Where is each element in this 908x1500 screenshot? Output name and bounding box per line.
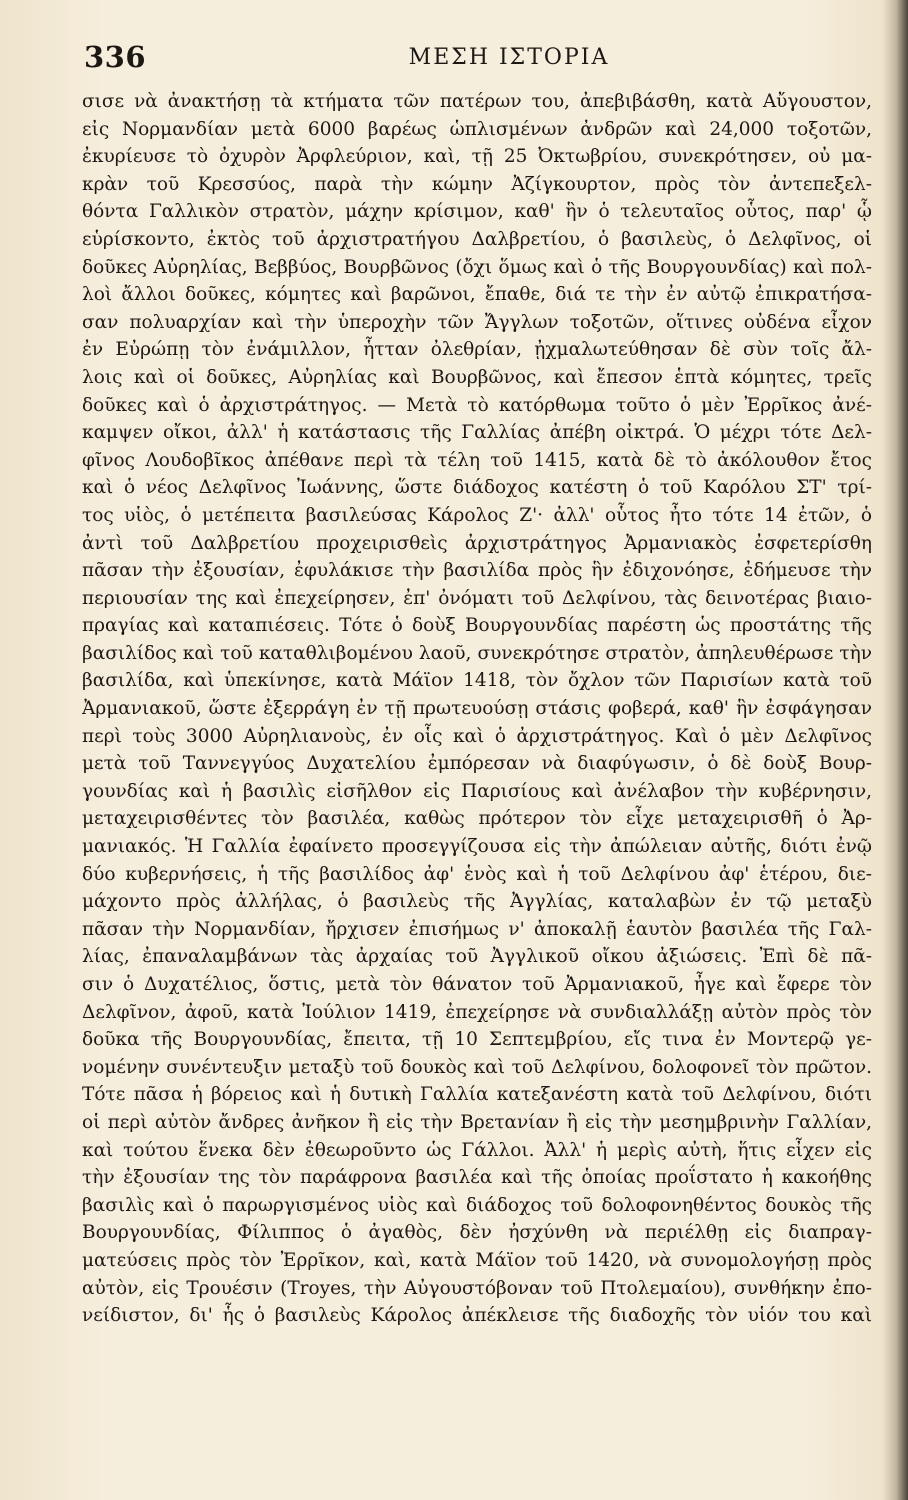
text-line: εἰς Νορμανδίαν μετὰ 6000 βαρέως ὡπλισμένων ἀνδρῶν καὶ 24,000 τοξοτῶν,: [82, 118, 872, 140]
text-line: δοῦκες καὶ ὁ ἀρχιστράτηγος. — Μετὰ τὸ κατόρθωμα τοῦτο ὁ μὲν Ἐρρῖκος ἀνέ-: [82, 394, 872, 416]
text-line: ἐν Εὐρώπῃ τὸν ἐνάμιλλον, ἧτταν ὀλεθρίαν, ᾐχμαλωτεύθησαν δὲ σὺν τοῖς ἄλ-: [82, 339, 872, 361]
text-line: τος υἱὸς, ὁ μετέπειτα βασιλεύσας Κάρολος Ζ'· ἀλλ' οὗτος ἦτο τότε 14 ἐτῶν, ὁ: [82, 504, 872, 526]
text-line: ἐκυρίευσε τὸ ὀχυρὸν Ἀρφλεύριον, καὶ, τῇ 25 Ὀκτωβρίου, συνεκρότησεν, οὐ μα-: [82, 146, 872, 168]
text-line: τὴν ἐξουσίαν της τὸν παράφρονα βασιλέα καὶ τῆς ὁποίας προΐστατο ἡ κακοήθης: [82, 1167, 872, 1189]
text-line: Δελφῖνον, ἀφοῦ, κατὰ Ἰούλιον 1419, ἐπεχείρησε νὰ συνδιαλλάξῃ αὐτὸν πρὸς τὸν: [82, 1001, 872, 1023]
text-line: ἀντὶ τοῦ Δαλβρετίου προχειρισθεὶς ἀρχιστράτηγος Ἀρμανιακὸς ἐσφετερίσθη: [82, 532, 872, 554]
text-line: περὶ τοὺς 3000 Αὐρηλιανοὺς, ἐν οἷς καὶ ὁ ἀρχιστράτηγος. Καὶ ὁ μὲν Δελφῖνος: [82, 725, 872, 747]
text-line: σισε νὰ ἀνακτήσῃ τὰ κτήματα τῶν πατέρων του, ἀπεβιβάσθη, κατὰ Αὔγουστον,: [82, 91, 872, 112]
page-header: [84, 40, 874, 80]
text-line: Τότε πᾶσα ἡ βόρειος καὶ ἡ δυτικὴ Γαλλία κατεξανέστη κατὰ τοῦ Δελφίνου, διότι: [82, 1084, 872, 1106]
text-line: μεταχειρισθέντες τὸν βασιλέα, καθὼς πρότερον τὸν εἶχε μεταχειρισθῆ ὁ Ἀρ-: [82, 808, 872, 830]
running-title: ΜΕΣΗ ΙΣΤΟΡΙΑ: [408, 45, 610, 70]
text-line: δοῦκα τῆς Βουργουνδίας, ἔπειτα, τῇ 10 Σεπτεμβρίου, εἴς τινα ἐν Μοντερῷ γε-: [82, 1029, 872, 1051]
body-text: [82, 88, 872, 1330]
text-line: μανιακός. Ἡ Γαλλία ἐφαίνετο προσεγγίζουσα εἰς τὴν ἀπώλειαν αὐτῆς, διότι ἐνῷ: [82, 836, 872, 858]
text-line: δύο κυβερνήσεις, ἡ τῆς βασιλίδος ἀφ' ἑνὸς καὶ ἡ τοῦ Δελφίνου ἀφ' ἑτέρου, διε-: [82, 863, 872, 885]
text-line: οἱ περὶ αὐτὸν ἄνδρες ἀνῆκον ἢ εἰς τὴν Βρετανίαν ἢ εἰς τὴν μεσημβρινὴν Γαλλίαν,: [82, 1111, 872, 1133]
text-line: σιν ὁ Δυχατέλιος, ὅστις, μετὰ τὸν θάνατον τοῦ Ἀρμανιακοῦ, ἦγε καὶ ἔφερε τὸν: [82, 974, 872, 995]
page-edge-shadow: [882, 0, 908, 1500]
text-line: δοῦκες Αὐρηλίας, Βεββύος, Βουρβῶνος (ὄχι ὅμως καὶ ὁ τῆς Βουργουνδίας) καὶ πολ-: [82, 256, 872, 278]
text-line: ματεύσεις πρὸς τὸν Ἐρρῖκον, καὶ, κατὰ Μάϊον τοῦ 1420, νὰ συνομολογήσῃ πρὸς: [82, 1249, 872, 1271]
text-line: λοὶ ἄλλοι δοῦκες, κόμητες καὶ βαρῶνοι, ἔπαθε, διά τε τὴν ἐν αὐτῷ ἐπικρατήσα-: [82, 284, 872, 306]
text-line: πᾶσαν τὴν Νορμανδίαν, ἤρχισεν ἐπισήμως ν' ἀποκαλῇ ἑαυτὸν βασιλέα τῆς Γαλ-: [82, 918, 872, 940]
text-line: κρὰν τοῦ Κρεσσύος, παρὰ τὴν κώμην Ἀζίγκουρτον, πρὸς τὸν ἀντεπεξελ-: [82, 173, 872, 195]
text-line: μάχοντο πρὸς ἀλλήλας, ὁ βασιλεὺς τῆς Ἀγγλίας, καταλαβὼν ἐν τῷ μεταξὺ: [82, 891, 872, 913]
text-line: πᾶσαν τὴν ἐξουσίαν, ἐφυλάκισε τὴν βασιλίδα πρὸς ἣν ἐδιχονόησε, ἐδήμευσε τὴν: [82, 560, 872, 582]
text-line: περιουσίαν της καὶ ἐπεχείρησεν, ἐπ' ὀνόματι τοῦ Δελφίνου, τὰς δεινοτέρας βιαιο-: [82, 587, 872, 609]
text-line: καμψεν οἴκοι, ἀλλ' ἡ κατάστασις τῆς Γαλλίας ἀπέβη οἰκτρά. Ὁ μέχρι τότε Δελ-: [82, 422, 872, 444]
text-line: φῖνος Λουδοβῖκος ἀπέθανε περὶ τὰ τέλη τοῦ 1415, κατὰ δὲ τὸ ἀκόλουθον ἔτος: [82, 449, 872, 471]
text-line: γουνδίας καὶ ἡ βασιλὶς εἰσῆλθον εἰς Παρισίους καὶ ἀνέλαβον τὴν κυβέρνησιν,: [82, 780, 872, 802]
text-line: σαν πολυαρχίαν καὶ τὴν ὑπεροχὴν τῶν Ἄγγλων τοξοτῶν, οἵτινες οὐδένα εἶχον: [82, 311, 872, 333]
text-line: νείδιστον, δι' ἧς ὁ βασιλεὺς Κάρολος ἀπέκλεισε τῆς διαδοχῆς τὸν υἱόν του καὶ: [82, 1305, 872, 1327]
text-line: θόντα Γαλλικὸν στρατὸν, μάχην κρίσιμον, καθ' ἣν ὁ τελευταῖος οὗτος, παρ' ᾧ: [82, 201, 872, 223]
text-line: Βουργουνδίας, Φίλιππος ὁ ἀγαθὸς, δὲν ἠσχύνθη νὰ περιέλθῃ εἰς διαπραγ-: [82, 1222, 872, 1244]
text-line: καὶ ὁ νέος Δελφῖνος Ἰωάννης, ὥστε διάδοχος κατέστη ὁ τοῦ Καρόλου ΣΤ' τρί-: [82, 477, 872, 499]
text-line: εὑρίσκοντο, ἐκτὸς τοῦ ἀρχιστρατήγου Δαλβρετίου, ὁ βασιλεὺς, ὁ Δελφῖνος, οἱ: [82, 228, 872, 250]
text-line: βασιλὶς καὶ ὁ παρωργισμένος υἱὸς καὶ διάδοχος τοῦ δολοφονηθέντος δουκὸς τῆς: [82, 1194, 872, 1216]
text-line: νομένην συνέντευξιν μεταξὺ τοῦ δουκὸς καὶ τοῦ Δελφίνου, δολοφονεῖ τὸν πρῶτον.: [82, 1056, 872, 1078]
text-line: βασιλίδα, καὶ ὑπεκίνησε, κατὰ Μάϊον 1418, τὸν ὄχλον τῶν Παρισίων κατὰ τοῦ: [82, 670, 872, 692]
text-line: πραγίας καὶ καταπιέσεις. Τότε ὁ δοὺξ Βουργουνδίας παρέστη ὡς προστάτης τῆς: [82, 615, 872, 637]
text-line: καὶ τούτου ἕνεκα δὲν ἐθεωροῦντο ὡς Γάλλοι. Ἀλλ' ἡ μερὶς αὐτὴ, ἥτις εἶχεν εἰς: [82, 1139, 872, 1161]
page-number: 336: [84, 40, 147, 74]
text-line: αὐτὸν, εἰς Τρουέσιν (Troyes, τὴν Αὐγουστόβοναν τοῦ Πτολεμαίου), συνθήκην ἐπο-: [82, 1277, 872, 1299]
text-line: βασιλίδος καὶ τοῦ καταθλιβομένου λαοῦ, συνεκρότησε στρατὸν, ἀπηλευθέρωσε τὴν: [82, 642, 872, 664]
text-line: λοις καὶ οἱ δοῦκες, Αὐρηλίας καὶ Βουρβῶνος, καὶ ἔπεσον ἑπτὰ κόμητες, τρεῖς: [82, 366, 872, 388]
text-line: μετὰ τοῦ Ταννεγγύος Δυχατελίου ἐμπόρεσαν νὰ διαφύγωσιν, ὁ δὲ δοὺξ Βουρ-: [82, 753, 872, 775]
text-line: Ἀρμανιακοῦ, ὥστε ἐξερράγη ἐν τῇ πρωτευούσῃ στάσις φοβερά, καθ' ἣν ἐσφάγησαν: [82, 698, 872, 720]
text-line: λίας, ἐπαναλαμβάνων τὰς ἀρχαίας τοῦ Ἀγγλικοῦ οἴκου ἀξιώσεις. Ἐπὶ δὲ πᾶ-: [82, 946, 872, 968]
